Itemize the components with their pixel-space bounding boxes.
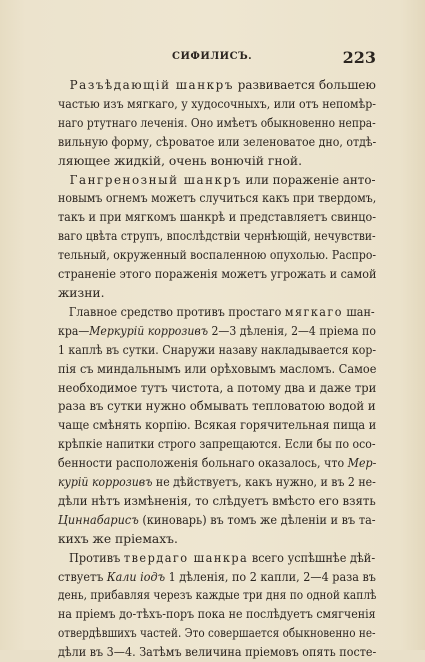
text-line [58,227,376,246]
text-run: страненіе этого пораженія можетъ угрожать и самой [58,267,377,282]
page-number: 223 [342,48,376,67]
text-run: на пріемъ до-тѣхъ-поръ пока не послѣдуетъ смягченія [58,607,376,622]
text-run: всего успѣшнѣе дѣй- [248,550,376,565]
text-run: чаще смѣнять корпію. Всякая горячительная пища и [58,418,377,433]
text-run: наго ртутнаго леченія. Оно имѣетъ обыкновенно непра- [58,115,376,130]
text-line [58,265,377,284]
text-line [58,303,375,322]
text-run: (киноварь) въ томъ же дѣленіи и въ та- [138,512,376,527]
text-line [58,511,376,530]
italic-term: Циннабарисъ [58,512,139,527]
text-line [58,586,377,605]
page-header [58,48,376,68]
text-run: ствуетъ [58,569,107,584]
body-text [58,76,376,662]
text-line [58,322,376,341]
text-run: новымъ огнемъ можетъ случиться какъ при твердомъ, [58,191,377,206]
text-line [58,379,377,398]
text-line [58,549,376,568]
text-run: отвердѣвшихъ частей. Это совершается обыкновенно не- [58,626,376,641]
text-run: ляющее жидкій, очень вонючій гной. [58,153,303,168]
text-run: не дѣйствуетъ, какъ нужно, и въ 2 не- [152,475,376,490]
italic-term: Меркурій коррозивъ [89,323,209,338]
running-title: СИФИЛИСЪ. [172,51,253,62]
text-run: кихъ же пріемахъ. [58,531,178,546]
text-line [58,530,376,549]
text-line [58,152,376,171]
spaced-term: мягкаго [284,304,343,319]
italic-term: курій коррозивъ [58,475,153,490]
text-run: день, прибавляя черезъ каждые три дня по одной каплѣ [58,588,377,603]
text-line [58,76,376,95]
text-run: пія съ миндальнымъ или орѣховымъ масломъ. Самое [58,361,377,376]
text-line [58,624,376,643]
text-line [58,643,377,662]
text-line [58,568,376,587]
italic-term: Мер- [347,456,377,471]
spaced-term: твердаго шанкра [123,550,249,565]
text-line [58,360,377,379]
text-line [58,114,376,133]
text-run: вильную форму, сѣроватое или зеленоватое дно, отдѣ- [58,134,377,149]
text-run: бенности расположенія больнаго оказалось, что [58,456,348,471]
text-line [58,284,376,303]
text-run: кра— [58,323,90,338]
spaced-term: Разъѣдающій шанкръ [69,78,234,92]
text-line [58,492,376,511]
text-run: 1 дѣленія, по 2 капли, 2—4 раза въ [165,569,376,584]
text-run: или пораженіе анто- [241,172,376,187]
text-run: раза въ сутки нужно обмывать тепловатою водой и [58,399,376,414]
text-run: дѣли нѣтъ измѣненія, то слѣдуетъ вмѣсто его взять [58,493,376,508]
text-line [58,208,377,227]
text-run: дѣли въ 3—4. Затѣмъ величина пріемовъ опять посте- [58,645,377,660]
text-line [58,605,376,624]
text-line [58,416,377,435]
text-line [58,454,377,473]
text-line [58,397,376,416]
spaced-term: Гангренозный шанкръ [69,172,242,187]
text-line [58,435,376,454]
text-line [58,246,377,265]
text-line [58,95,377,114]
text-run: необходимое тутъ чистота, а потому два и даже три [58,380,377,395]
text-run: Главное средство противъ простаго [68,304,285,319]
text-line [58,133,377,152]
text-run: ваго цвѣта струпъ, впослѣдствіи чернѣющій, нечувстви- [58,229,376,244]
text-run: частью изъ мягкаго, у худосочныхъ, или отъ непомѣр- [58,96,377,111]
text-run: 2—3 дѣленія, 2—4 пріема по [208,323,376,338]
text-line [58,189,377,208]
text-run: развивается большею [233,78,376,92]
text-run: 1 каплѣ въ сутки. Снаружи назаву накладывается кор- [58,342,377,357]
text-run: шан- [342,304,375,319]
text-run: такъ и при мягкомъ шанкрѣ и представляетъ свинцо- [58,210,377,225]
text-line [58,341,377,360]
text-line [58,171,376,190]
text-line [58,473,376,492]
text-run: Противъ [69,550,124,565]
text-run: тельный, окруженный воспаленною опухолью. Распро- [58,248,377,263]
italic-term: Кали іодъ [106,569,166,584]
text-run: крѣпкіе напитки строго запрещаются. Если бы по осо- [58,437,376,452]
text-run: жизни. [58,285,105,300]
